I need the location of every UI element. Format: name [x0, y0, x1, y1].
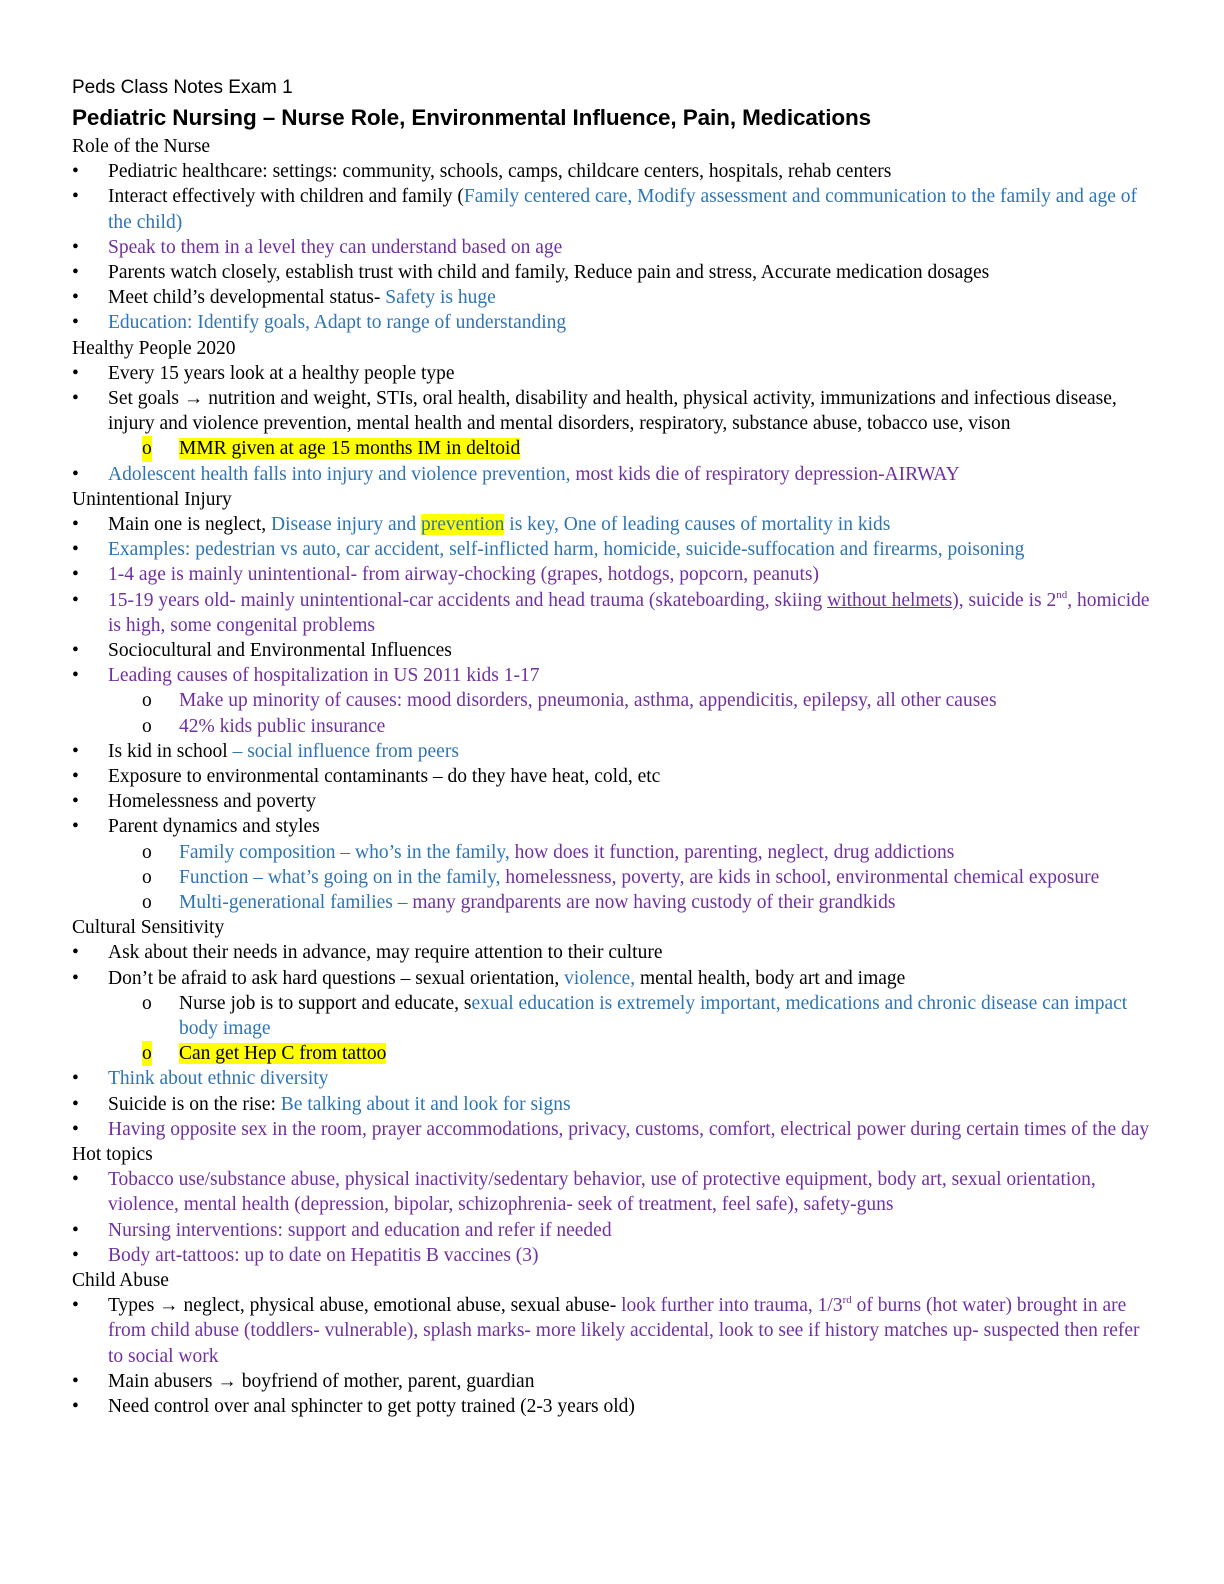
text-run: Be talking about it and look for signs: [280, 1093, 571, 1115]
text-run: homelessness, poverty, are kids in school, environmental chemical exposure: [505, 866, 1100, 888]
item-text: [108, 1295, 1144, 1366]
sub-bullet-marker: o: [142, 1041, 152, 1066]
text-run: Body art-tattoos: up to date on Hepatitis B vaccines (3): [108, 1244, 539, 1266]
item-text: [108, 539, 1024, 560]
text-run: Speak to them in a level they can understand based on age: [108, 236, 563, 258]
bullet-marker: •: [72, 161, 79, 183]
list-item: [72, 1066, 1152, 1091]
text-run: Parent dynamics and styles: [108, 816, 320, 838]
bullet-marker: •: [72, 967, 79, 989]
list-item: [72, 260, 1152, 285]
bullet-marker: •: [72, 589, 79, 611]
item-text: [108, 1068, 328, 1089]
list-item: [72, 739, 1152, 764]
list-item: [72, 1117, 1152, 1142]
bullet-marker: •: [72, 287, 79, 309]
text-run: , homicide is high, some congenital problems: [108, 589, 1155, 636]
item-text: [108, 161, 891, 182]
item-text: [108, 237, 562, 258]
text-run: how does it function, parenting, neglect, drug addictions: [514, 841, 955, 863]
bullet-marker: •: [72, 816, 79, 838]
item-text: [108, 514, 890, 535]
notes-body: [72, 134, 1155, 1419]
text-run: Family centered care, Modify assessment and communication to the family and age of the child): [108, 186, 1142, 233]
section-heading: Healthy People 2020: [72, 337, 236, 359]
sub-bullet-marker: o: [142, 715, 152, 737]
bullet-marker: •: [72, 1068, 79, 1090]
item-text: [108, 388, 1122, 434]
text-run: Having opposite sex in the room, prayer accommodations, privacy, customs, comfort, electrical power during certain times of the day: [108, 1118, 1150, 1140]
sub-bullet-marker: o: [142, 892, 152, 914]
item-text: [179, 867, 1099, 888]
list-item: [72, 1167, 1152, 1217]
item-text: [108, 590, 1154, 636]
item-text: [108, 564, 819, 585]
item-text: [108, 1396, 635, 1417]
text-run: Sociocultural and Environmental Influences: [108, 640, 452, 662]
text-run: Pediatric healthcare: settings: community, schools, camps, childcare centers, hospitals, rehab centers: [108, 161, 892, 183]
document-title: Peds Class Notes Exam 1: [72, 77, 293, 98]
text-run: Disease injury and: [271, 514, 422, 535]
list-item: [72, 310, 1152, 335]
item-text: [108, 791, 316, 812]
item-text: [108, 1245, 539, 1266]
bullet-marker: •: [72, 312, 79, 334]
section-heading: Hot topics: [72, 1144, 153, 1166]
list-item: [72, 966, 1152, 991]
text-run: Interact effectively with children and family (: [108, 186, 464, 208]
item-text: [108, 186, 1142, 232]
text-run: Is kid in school: [108, 740, 228, 762]
list-item: [72, 159, 1152, 184]
text-run: Main abusers → boyfriend of mother, parent, guardian: [108, 1370, 535, 1392]
bullet-marker: •: [72, 640, 79, 662]
text-run: Can get Hep C from tattoo: [179, 1043, 387, 1065]
text-run: exual education is extremely important, medications and chronic disease can impact body image: [179, 992, 1133, 1040]
text-run: Make up minority of causes: mood disorders, pneumonia, asthma, appendicitis, epilepsy, all other causes: [179, 690, 997, 712]
item-text: [108, 1119, 1149, 1140]
text-run: Set goals → nutrition and weight, STIs, oral health, disability and health, physical activity, immunizations and infectious disease, injury and violence prevention, mental health and mental disorders, respiratory, substance abuse, tobacco use, vison: [108, 388, 1122, 435]
item-text: [108, 1169, 1101, 1215]
text-run: Homelessness and poverty: [108, 791, 316, 813]
text-run: Types → neglect, physical abuse, emotional abuse, sexual abuse-: [108, 1295, 622, 1317]
list-item: [72, 764, 1152, 789]
text-run: many grandparents are now having custody of their grandkids: [412, 892, 896, 914]
item-text: [179, 1043, 386, 1064]
list-item: [72, 588, 1155, 638]
list-item: [72, 1369, 1152, 1394]
section-heading: Role of the Nurse: [72, 136, 211, 157]
text-run: Exposure to environmental contaminants – do they have heat, cold, etc: [108, 766, 661, 788]
text-run: without helmets: [827, 589, 953, 611]
item-text: [108, 1220, 612, 1241]
bullet-marker: •: [72, 262, 79, 283]
text-run: Leading causes of hospitalization in US 2011 kids 1-17: [108, 665, 540, 687]
text-run: Every 15 years look at a healthy people type: [108, 362, 455, 384]
list-item: [72, 663, 1152, 688]
bullet-marker: •: [72, 514, 79, 535]
text-run: of burns (hot water) brought in are from child abuse (toddlers- vulnerable), splash marks- more likely accidental, look to see if history matches up- suspected then refer to social work: [108, 1295, 1145, 1367]
item-text: [108, 312, 566, 333]
bullet-marker: •: [72, 236, 79, 258]
item-text: [108, 287, 496, 308]
list-item: [72, 638, 1152, 663]
item-text: [179, 716, 385, 737]
text-run: Nursing interventions: support and education and refer if needed: [108, 1219, 612, 1241]
text-run: Adolescent health falls into injury and violence prevention,: [108, 463, 576, 485]
text-run: Ask about their needs in advance, may require attention to their culture: [108, 942, 663, 964]
list-item: [72, 361, 1152, 386]
text-run: Education: Identify goals, Adapt to range of understanding: [108, 312, 567, 334]
item-text: [179, 690, 997, 711]
sub-list-item: [72, 890, 1152, 915]
bullet-marker: •: [72, 1370, 79, 1392]
item-text: [108, 665, 539, 686]
item-text: [108, 766, 660, 787]
section-heading: Cultural Sensitivity: [72, 917, 225, 939]
bullet-marker: •: [72, 539, 79, 561]
bullet-marker: •: [72, 1396, 79, 1418]
text-run: Multi-generational families –: [179, 892, 413, 914]
text-run: Need control over anal sphincter to get potty trained (2-3 years old): [108, 1396, 635, 1418]
list-item: [72, 184, 1152, 234]
text-run: 1-4 age is mainly unintentional- from airway-chocking (grapes, hotdogs, popcorn, peanuts): [108, 564, 820, 586]
bullet-marker: •: [72, 1118, 79, 1140]
text-run: Nurse job is to support and educate, s: [179, 992, 472, 1014]
text-run: most kids die of respiratory depression-AIRWAY: [575, 463, 960, 485]
text-run: Examples: pedestrian vs auto, car accident, self-inflicted harm, homicide, suicide-suffocation and firearms, poisoning: [108, 539, 1025, 561]
item-text: [108, 262, 989, 283]
list-item: [72, 940, 1152, 965]
bullet-marker: •: [72, 665, 79, 687]
item-text: [108, 464, 960, 485]
item-text: [108, 1371, 534, 1392]
bullet-marker: •: [72, 463, 79, 485]
list-item: [72, 512, 1152, 537]
item-text: [179, 438, 520, 459]
bullet-marker: •: [72, 766, 79, 788]
sub-list-item: [72, 688, 1152, 713]
sub-bullet-marker: o: [142, 690, 152, 712]
text-run: Don’t be afraid to ask hard questions – sexual orientation,: [108, 967, 565, 989]
item-text: [108, 741, 459, 762]
sub-list-item: [72, 865, 1152, 890]
list-item: [72, 235, 1152, 260]
bullet-marker: •: [72, 1295, 79, 1317]
bullet-marker: •: [72, 564, 79, 586]
sub-list-item: [72, 991, 1152, 1041]
list-item: [72, 537, 1152, 562]
text-run: ), suicide is 2: [952, 589, 1057, 611]
text-run: Think about ethnic diversity: [108, 1068, 329, 1090]
sub-bullet-marker: o: [142, 992, 152, 1014]
text-run: MMR given at age 15 months IM in deltoid: [179, 438, 521, 460]
text-run: Family composition – who’s in the family,: [179, 841, 515, 863]
item-text: [108, 363, 455, 384]
bullet-marker: •: [72, 1093, 79, 1115]
text-run: Parents watch closely, establish trust with child and family, Reduce pain and stress, Accurate medication dosages: [108, 262, 990, 283]
list-item: [72, 789, 1152, 814]
bullet-marker: •: [72, 1169, 79, 1191]
item-text: [179, 842, 954, 863]
bullet-marker: •: [72, 791, 79, 813]
section-heading: Child Abuse: [72, 1270, 169, 1292]
list-item: [72, 562, 1152, 587]
sub-bullet-marker: o: [142, 841, 152, 863]
bullet-marker: •: [72, 740, 79, 762]
list-item: [72, 1394, 1152, 1419]
text-run: – social influence from peers: [227, 740, 459, 762]
sub-list-item: [72, 714, 1152, 739]
document-page: [72, 74, 1155, 1419]
bullet-marker: •: [72, 1219, 79, 1241]
section-heading: Unintentional Injury: [72, 488, 232, 510]
list-item: [72, 462, 1152, 487]
text-run: Meet child’s developmental status-: [108, 287, 386, 309]
text-run: mental health, body art and image: [639, 967, 906, 989]
text-run: nd: [1056, 588, 1068, 601]
sub-list-item: [72, 840, 1152, 865]
list-item: [72, 814, 1152, 839]
bullet-marker: •: [72, 362, 79, 384]
text-run: Safety is huge: [385, 287, 496, 309]
item-text: [108, 640, 452, 661]
text-run: violence,: [564, 967, 640, 989]
list-item: [72, 1218, 1152, 1243]
list-item: [72, 1243, 1152, 1268]
list-item: [72, 1092, 1152, 1117]
document-subtitle: Pediatric Nursing – Nurse Role, Environmental Influence, Pain, Medications: [72, 105, 872, 130]
bullet-marker: •: [72, 1244, 79, 1266]
item-text: [179, 993, 1132, 1039]
text-run: look further into trauma, 1/3: [621, 1295, 843, 1317]
text-run: 15-19 years old- mainly unintentional-car accidents and head trauma (skateboarding, skiing: [108, 589, 828, 611]
item-text: [108, 968, 905, 989]
sub-bullet-marker: o: [142, 436, 152, 461]
bullet-marker: •: [72, 186, 79, 208]
text-run: is key, One of leading causes of mortality in kids: [504, 514, 891, 535]
sub-list-item: [72, 1041, 1152, 1066]
text-run: prevention: [421, 514, 505, 535]
sub-bullet-marker: o: [142, 866, 152, 888]
text-run: 42% kids public insurance: [179, 715, 386, 737]
list-item: [72, 1293, 1152, 1369]
item-text: [108, 1094, 571, 1115]
text-run: Suicide is on the rise:: [108, 1093, 281, 1115]
item-text: [108, 942, 662, 963]
item-text: [179, 892, 895, 913]
sub-list-item: [72, 436, 1152, 461]
list-item: [72, 386, 1152, 436]
bullet-marker: •: [72, 942, 79, 964]
list-item: [72, 285, 1152, 310]
item-text: [108, 816, 320, 837]
text-run: Main one is neglect,: [108, 514, 271, 535]
bullet-marker: •: [72, 388, 79, 409]
text-run: Tobacco use/substance abuse, physical inactivity/sedentary behavior, use of protective equipment, body art, sexual orientation, violence, mental health (depression, bipolar, schizophrenia- seek of treatment, feel safe), safety-guns: [108, 1169, 1101, 1216]
text-run: Function – what’s going on in the family,: [179, 866, 506, 888]
text-run: rd: [842, 1294, 852, 1307]
